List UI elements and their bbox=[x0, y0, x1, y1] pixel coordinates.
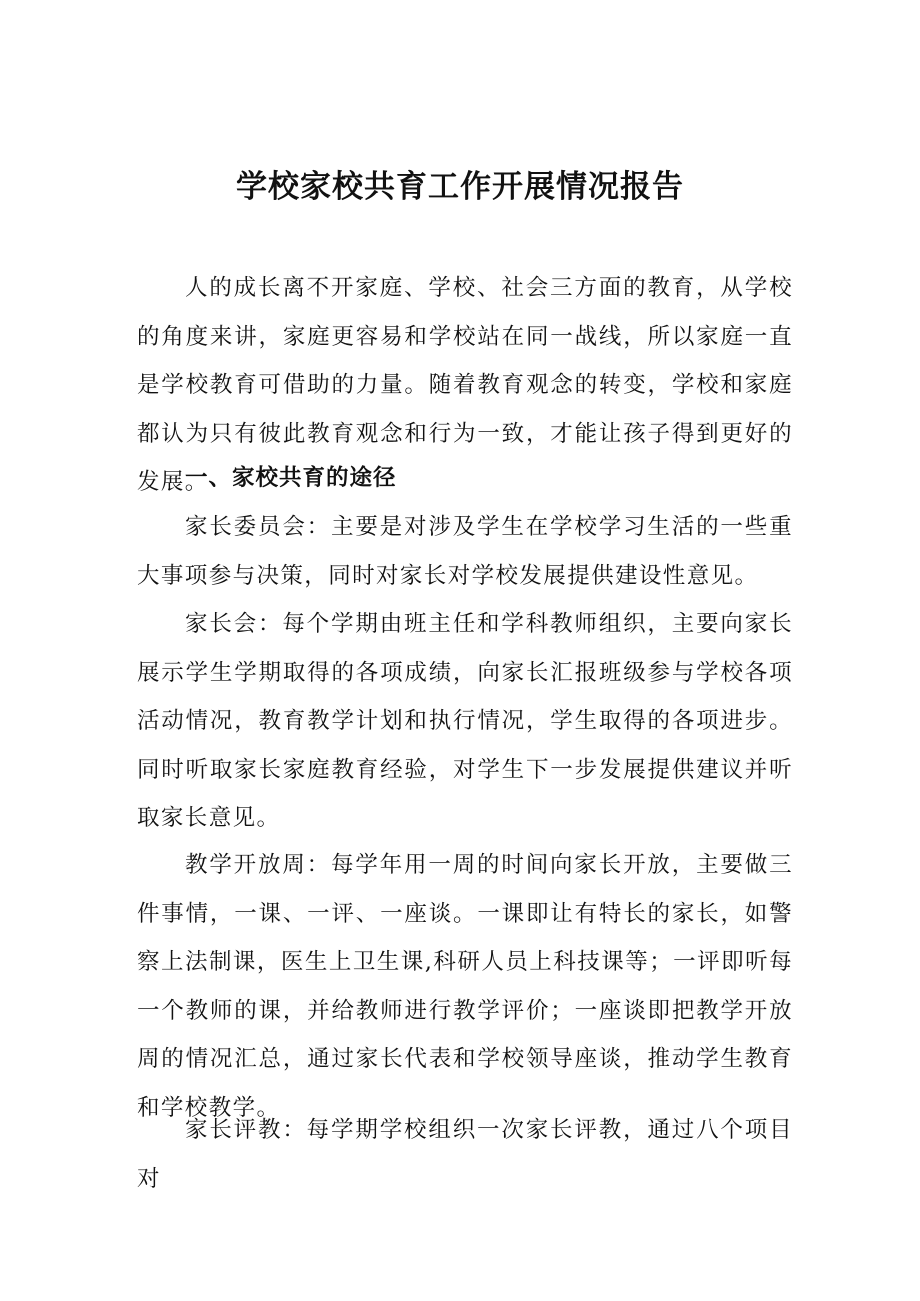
section-heading: 一、家校共育的途径 bbox=[185, 465, 397, 491]
document-title: 学校家校共育工作开展情况报告 bbox=[236, 169, 684, 205]
open-week-paragraph: 教学开放周：每学年用一周的时间向家长开放，主要做三件事情，一课、一评、一座谈。一课即让有特长的家长，如警察上法制课，医生上卫生课,科研人员上科技课等；一评即听每一个教师的课，并给教师进行教学评价；一座谈即把教学开放周的情况汇总，通过家长代表和学校领导座谈，推动学生教育和学校教学。 bbox=[137, 852, 793, 1121]
parent-meeting-paragraph: 家长会：每个学期由班主任和学科教师组织，主要向家长展示学生学期取得的各项成绩，向家长汇报班级参与学校各项活动情况，教育教学计划和执行情况，学生取得的各项进步。同时听取家长家庭教育经验，对学生下一步发展提供建议并听取家长意见。 bbox=[137, 611, 793, 831]
parent-evaluation-paragraph: 家长评教：每学期学校组织一次家长评教，通过八个项目对 bbox=[137, 1117, 793, 1192]
intro-paragraph: 人的成长离不开家庭、学校、社会三方面的教育，从学校的角度来讲，家庭更容易和学校站在同一战线，所以家庭一直是学校教育可借助的力量。随着教育观念的转变，学校和家庭都认为只有彼此教育观念和行为一致，才能让孩子得到更好的发展。 bbox=[137, 275, 793, 495]
parent-committee-paragraph: 家长委员会：主要是对涉及学生在学校学习生活的一些重大事项参与决策，同时对家长对学校发展提供建设性意见。 bbox=[137, 514, 793, 589]
